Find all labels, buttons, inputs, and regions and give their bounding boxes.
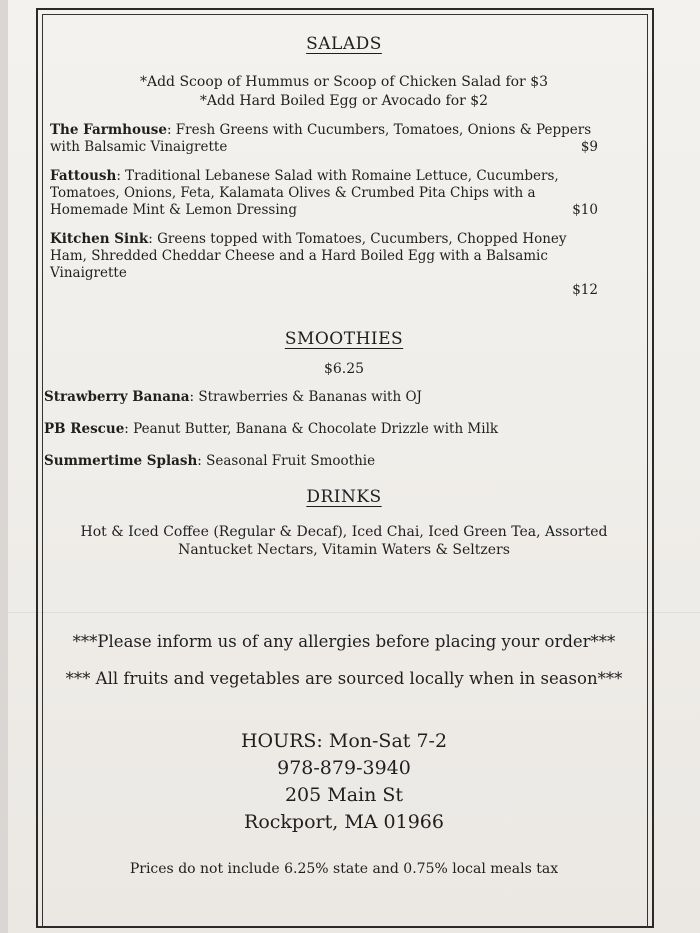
smoothies-title: SMOOTHIES (284, 329, 404, 349)
smoothie-item (44, 388, 644, 406)
salad-item-desc: : Fresh Greens with Cucumbers, Tomatoes, Onions & Peppers with Balsamic Vinaigrette (50, 122, 592, 155)
smoothie-item-name: PB Rescue (44, 421, 125, 437)
salads-addon-2: *Add Hard Boiled Egg or Avocado for $2 (199, 93, 489, 109)
drinks-title: DRINKS (306, 487, 382, 507)
drinks-line: Hot & Iced Coffee (Regular & Decaf), Iced Chai, Iced Green Tea, Assorted (80, 524, 608, 540)
salad-item-desc: : Traditional Lebanese Salad with Romaine Lettuce, Cucumbers, Tomatoes, Onions, Feta, Kalamata Olives & Crumbed Pita Chips with a Homemade Mint & Lemon Dressing (50, 168, 559, 218)
salad-item-desc: : Greens topped with Tomatoes, Cucumbers, Chopped Honey Ham, Shredded Cheddar Cheese and a Hard Boiled Egg with a Balsamic Vinaigrette (50, 231, 567, 281)
smoothie-item-name: Summertime Splash (44, 453, 198, 469)
smoothie-item-name: Strawberry Banana (44, 389, 190, 405)
salad-item-farmhouse (44, 122, 644, 156)
smoothie-item-desc: : Seasonal Fruit Smoothie (197, 453, 376, 469)
smoothie-item (44, 452, 644, 470)
salad-item-name: Fattoush (50, 168, 117, 184)
salad-item-name: Kitchen Sink (50, 231, 149, 247)
salad-item-fattoush (44, 168, 644, 219)
salad-item-price: $10 (572, 202, 598, 218)
city-address: Rockport, MA 01966 (244, 811, 444, 833)
smoothie-item-desc: : Peanut Butter, Banana & Chocolate Drizzle with Milk (124, 421, 499, 437)
salads-addon-1: *Add Scoop of Hummus or Scoop of Chicken Salad for $3 (139, 74, 549, 90)
street-address: 205 Main St (284, 784, 404, 806)
drinks-list (44, 523, 644, 559)
contact-info (44, 728, 644, 836)
salad-item-price: $12 (572, 282, 598, 298)
smoothie-item-desc: : Strawberries & Bananas with OJ (189, 389, 422, 405)
menu-content (44, 14, 644, 877)
tax-note: Prices do not include 6.25% state and 0.75% local meals tax (129, 861, 559, 877)
salad-item-price: $9 (580, 139, 598, 155)
smoothies-price: $6.25 (323, 361, 365, 377)
salad-item-kitchen-sink (44, 231, 644, 299)
salad-item-name: The Farmhouse (50, 122, 167, 138)
smoothie-item (44, 420, 644, 438)
phone-number: 978-879-3940 (277, 757, 411, 779)
allergy-notice: ***Please inform us of any allergies before placing your order*** (72, 632, 616, 651)
drinks-line: Nantucket Nectars, Vitamin Waters & Seltzers (178, 542, 510, 558)
hours-text: HOURS: Mon-Sat 7-2 (240, 730, 448, 752)
local-sourcing-notice: *** All fruits and vegetables are sourced locally when in season*** (65, 669, 623, 688)
salads-title: SALADS (306, 34, 382, 54)
